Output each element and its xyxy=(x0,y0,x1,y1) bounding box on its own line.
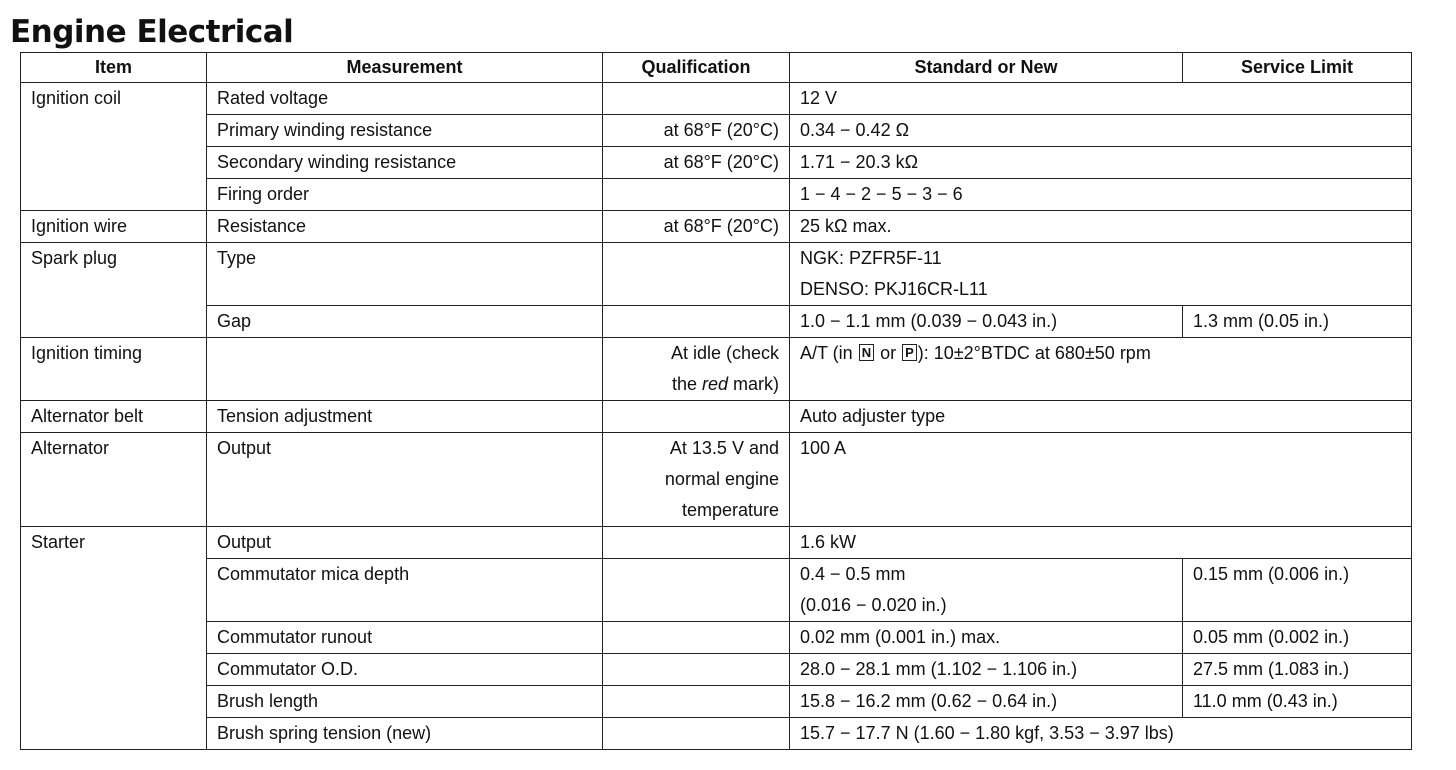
alt-qual-line2: normal engine xyxy=(664,469,779,489)
service-limit-cell: 11.0 mm (0.43 in.) xyxy=(1183,686,1412,718)
gear-p-icon: P xyxy=(902,344,917,361)
standard-cell: 0.34 − 0.42 Ω xyxy=(790,115,1412,147)
measurement-cell: Gap xyxy=(207,306,603,338)
spark-plug-ngk: NGK: PZFR5F-11 xyxy=(800,248,942,268)
qualification-cell xyxy=(603,433,790,527)
table-row xyxy=(21,559,1412,622)
table-row xyxy=(21,243,1412,306)
item-spark-plug: Spark plug xyxy=(21,243,207,338)
table-row xyxy=(21,401,1412,433)
table-row xyxy=(21,686,1412,718)
standard-cell: 25 kΩ max. xyxy=(790,211,1412,243)
timing-std-or: or xyxy=(875,343,902,363)
measurement-cell: Brush length xyxy=(207,686,603,718)
spark-plug-denso: DENSO: PKJ16CR-L11 xyxy=(800,279,988,299)
standard-cell: 1.0 − 1.1 mm (0.039 − 0.043 in.) xyxy=(790,306,1183,338)
header-item: Item xyxy=(21,53,207,83)
table-row xyxy=(21,115,1412,147)
timing-qualification-line2 xyxy=(613,369,779,400)
timing-qual-red: red xyxy=(701,374,728,394)
qualification-cell xyxy=(603,686,790,718)
measurement-cell: Output xyxy=(207,527,603,559)
standard-cell xyxy=(790,559,1183,622)
header-measurement: Measurement xyxy=(207,53,603,83)
item-ignition-timing: Ignition timing xyxy=(21,338,207,401)
service-limit-cell: 0.05 mm (0.002 in.) xyxy=(1183,622,1412,654)
measurement-cell: Secondary winding resistance xyxy=(207,147,603,179)
standard-cell: 1.6 kW xyxy=(790,527,1412,559)
timing-qualification-line1: At idle (check xyxy=(670,343,779,363)
qualification-cell xyxy=(603,338,790,401)
service-limit-cell: 1.3 mm (0.05 in.) xyxy=(1183,306,1412,338)
header-service-limit: Service Limit xyxy=(1183,53,1412,83)
measurement-cell: Commutator O.D. xyxy=(207,654,603,686)
item-starter: Starter xyxy=(21,527,207,750)
standard-cell: 15.7 − 17.7 N (1.60 − 1.80 kgf, 3.53 − 3.97 lbs) xyxy=(790,718,1412,750)
qualification-cell xyxy=(603,718,790,750)
table-row xyxy=(21,306,1412,338)
timing-qual-post: mark) xyxy=(728,374,779,394)
table-row xyxy=(21,179,1412,211)
measurement-cell: Firing order xyxy=(207,179,603,211)
item-ignition-wire: Ignition wire xyxy=(21,211,207,243)
mica-std-line2: (0.016 − 0.020 in.) xyxy=(800,595,947,615)
table-row xyxy=(21,338,1412,401)
qualification-cell: at 68°F (20°C) xyxy=(603,211,790,243)
measurement-cell: Tension adjustment xyxy=(207,401,603,433)
qualification-cell xyxy=(603,401,790,433)
page-title: Engine Electrical xyxy=(10,14,294,50)
qualification-cell xyxy=(603,179,790,211)
standard-cell xyxy=(790,338,1412,401)
service-limit-cell: 27.5 mm (1.083 in.) xyxy=(1183,654,1412,686)
measurement-cell: Type xyxy=(207,243,603,306)
table-row xyxy=(21,147,1412,179)
qualification-cell xyxy=(603,306,790,338)
alt-qual-line1: At 13.5 V and xyxy=(669,438,779,458)
qualification-cell xyxy=(603,83,790,115)
standard-cell: Auto adjuster type xyxy=(790,401,1412,433)
measurement-cell: Brush spring tension (new) xyxy=(207,718,603,750)
standard-cell: 15.8 − 16.2 mm (0.62 − 0.64 in.) xyxy=(790,686,1183,718)
gear-n-icon: N xyxy=(859,344,874,361)
mica-std-line1: 0.4 − 0.5 mm xyxy=(800,564,906,584)
item-ignition-coil: Ignition coil xyxy=(21,83,207,211)
standard-cell xyxy=(790,243,1412,306)
qualification-cell: at 68°F (20°C) xyxy=(603,115,790,147)
qualification-cell xyxy=(603,622,790,654)
header-qualification: Qualification xyxy=(603,53,790,83)
measurement-cell: Commutator mica depth xyxy=(207,559,603,622)
alt-qual-line3: temperature xyxy=(681,500,779,520)
timing-qual-pre: the xyxy=(671,374,702,394)
spec-table xyxy=(20,52,1412,750)
header-row xyxy=(21,53,1412,83)
table-row xyxy=(21,654,1412,686)
table-row xyxy=(21,83,1412,115)
table-row xyxy=(21,622,1412,654)
measurement-cell xyxy=(207,338,603,401)
qualification-cell xyxy=(603,527,790,559)
table-row xyxy=(21,718,1412,750)
qualification-cell xyxy=(603,654,790,686)
qualification-cell xyxy=(603,243,790,306)
standard-cell: 12 V xyxy=(790,83,1412,115)
standard-cell: 100 A xyxy=(790,433,1412,527)
standard-cell: 28.0 − 28.1 mm (1.102 − 1.106 in.) xyxy=(790,654,1183,686)
standard-cell: 0.02 mm (0.001 in.) max. xyxy=(790,622,1183,654)
standard-cell: 1.71 − 20.3 kΩ xyxy=(790,147,1412,179)
measurement-cell: Rated voltage xyxy=(207,83,603,115)
measurement-cell: Commutator runout xyxy=(207,622,603,654)
table-row xyxy=(21,211,1412,243)
standard-cell: 1 − 4 − 2 − 5 − 3 − 6 xyxy=(790,179,1412,211)
measurement-cell: Resistance xyxy=(207,211,603,243)
header-standard: Standard or New xyxy=(790,53,1183,83)
measurement-cell: Output xyxy=(207,433,603,527)
service-limit-cell: 0.15 mm (0.006 in.) xyxy=(1183,559,1412,622)
timing-std-post: ): 10±2°BTDC at 680±50 rpm xyxy=(917,343,1151,363)
qualification-cell: at 68°F (20°C) xyxy=(603,147,790,179)
table-row xyxy=(21,433,1412,527)
timing-std-pre: A/T (in xyxy=(800,343,858,363)
measurement-cell: Primary winding resistance xyxy=(207,115,603,147)
table-row xyxy=(21,527,1412,559)
item-alternator: Alternator xyxy=(21,433,207,527)
qualification-cell xyxy=(603,559,790,622)
item-alternator-belt: Alternator belt xyxy=(21,401,207,433)
